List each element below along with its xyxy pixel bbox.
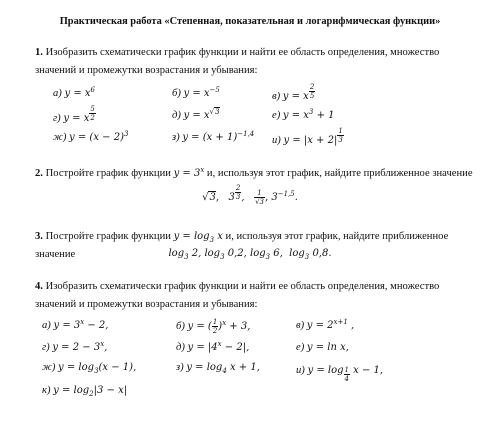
task1-item-zh: ж) $y = (x - 2)^3$	[53, 130, 129, 143]
task4-item-e: е) y = ln x,	[296, 342, 349, 353]
page-title: Практическая работа «Степенная, показательная и логарифмическая функции»	[59, 16, 441, 27]
task1-item-b: б) $y = x^{-5}$	[172, 86, 220, 99]
task1-item-v: в) y = x $\frac{2}{5}$	[272, 83, 315, 102]
task4-item-v: в) $y = 2^{x+1}$ ,	[296, 318, 355, 331]
task2-text	[35, 165, 475, 183]
task4-number: 4.	[35, 281, 43, 292]
task3-number: 3.	[35, 231, 43, 242]
task1-text	[35, 44, 475, 80]
task4-item-a: а) $y = 3^x - 2$,	[42, 318, 109, 331]
task4-item-b: б) y = ( $\frac{1}{2}$ )$^x$ + 3,	[176, 318, 251, 335]
task4-text	[35, 278, 475, 314]
task1-description: Изобразить схематически график функции и найти ее область определения, множество значений и промежутки возрастания и убывания:	[35, 47, 440, 76]
task4-item-k: к) $y = \log_2|3 - x|$	[42, 385, 128, 398]
task4-item-zh: ж) $y = \log_3(x - 1)$,	[42, 362, 137, 375]
task1-item-i: и) y = |x + 2| $\frac{1}{3}$	[272, 127, 343, 146]
task4-item-i: и) y = log $\frac{1}{4}$ x − 1,	[296, 365, 384, 383]
task4-item-z: з) $y = \log_4 x + 1$,	[176, 362, 260, 375]
task3-values: $\log_3 2$, $\log_3 0,2$, $\log_3 6$, $\log_3 0,8$.	[168, 248, 332, 261]
task1-item-a: а) $y = x^6$	[53, 86, 95, 99]
task3-description: Постройте график функции $y = \log_3 x$ и, используя этот график, найдите приближенное значение	[35, 231, 451, 260]
task4-description: Изобразить схематически график функции и найти ее область определения, множество значений и промежутки возрастания и убывания:	[35, 281, 440, 310]
task4-item-g: г) $y = 2 - 3^x$,	[42, 340, 108, 353]
task2-number: 2.	[35, 168, 43, 179]
task4-item-d: д) $y = |4^x - 2|$,	[176, 340, 250, 353]
task1-item-e: е) $y = x^3 + 1$	[272, 108, 335, 121]
task1-number: 1.	[35, 47, 43, 58]
task1-item-d: д) $y = x^{√3}$	[172, 108, 220, 121]
task2-description: Постройте график функции $y = 3^x$ и, используя этот график, найдите приближенное значение	[45, 166, 473, 179]
task2-values: √3, 3 $\frac{2}{3}$ , $\frac{1}{√3}$ , $3^{-1,5}$.	[202, 184, 298, 206]
task1-item-z: з) $y = (x + 1)^{-1,4}$	[172, 130, 255, 143]
task1-item-g: г) y = x $\frac{5}{2}$	[53, 105, 95, 124]
